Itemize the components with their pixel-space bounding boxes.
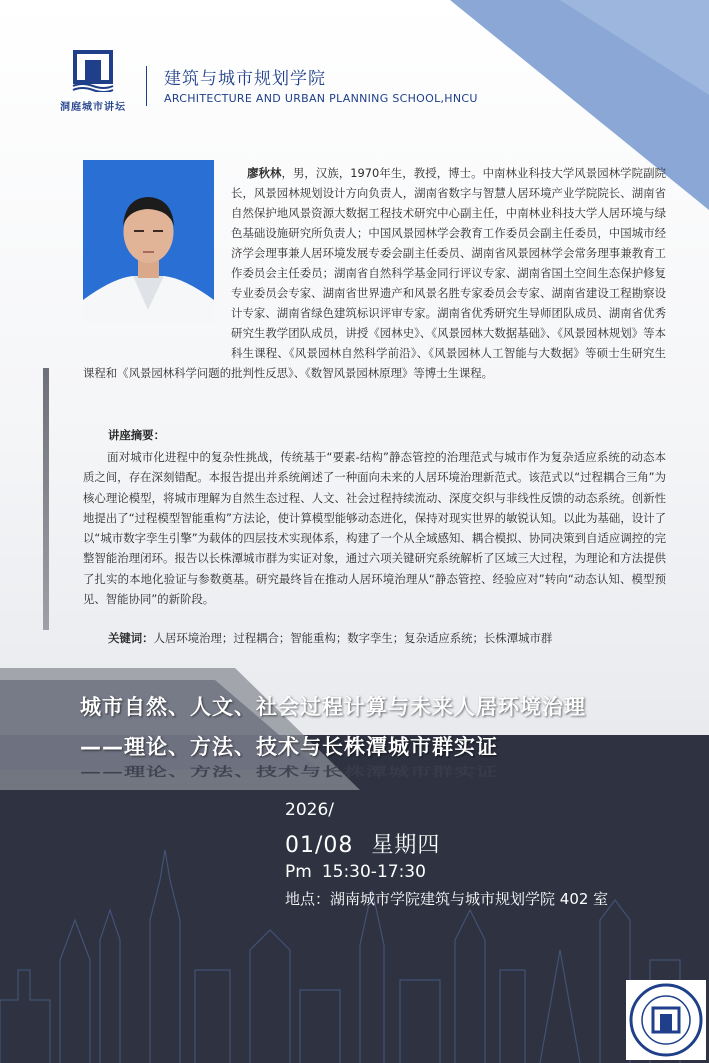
lecture-title-line1: 城市自然、人文、社会过程计算与未来人居环境治理 [80,695,586,719]
title-reflection: ——理论、方法、技术与长株潭城市群实证 [80,764,498,779]
photo-spacer [83,163,231,359]
abstract-heading: 讲座摘要： [108,428,165,442]
building-logo-icon [71,48,115,92]
keywords-text: 人居环境治理；过程耦合；智能重构；数字孪生；复杂适应系统；长株潭城市群 [153,631,553,645]
event-location: 地点：湖南城市学院建筑与城市规划学院 402 室 [285,890,609,908]
speaker-name: 廖秋林 [247,166,282,180]
header-divider [146,66,147,106]
event-date-value: 01/08 [285,833,354,858]
keywords [108,630,552,646]
event-weekday: 星期四 [371,833,441,858]
event-date [285,828,440,859]
lecture-title-line2: ——理论、方法、技术与长株潭城市群实证 [80,735,498,759]
event-year: 2026/ [285,800,334,820]
school-name-en: ARCHITECTURE AND URBAN PLANNING SCHOOL,HNCU [164,92,478,105]
event-time-range: 15:30-17:30 [321,862,426,882]
side-accent-bar [43,368,49,630]
speaker-bio-text: ，男，汉族，1970年生，教授，博士。中南林业科技大学风景园林学院副院长，风景园林规划设计方向负责人，湖南省数字与智慧人居环境产业学院院长、湖南省自然保护地风景资源大数据工程技术研究中心副主任，中南林业科技大学人居环境与绿色基础设施研究所负责人；中国风景园林学会教育工作委员会副主任委员，中国城市经济学会理事兼人居环境发展专委会副主任委员、湖南省风景园林学会常务理事兼教育工作委员会主任委员；湖南省自然科学基金同行评议专家、湖南省国土空间生态保护修复专业委员会专家、湖南省世界遗产和风景名胜专家委员会专家、湖南省建设工程勘察设计专家、湖南省绿色建筑标识评审专家。湖南省优秀研究生导师团队成员、湖南省优秀研究生教学团队成员，讲授《园林史》、《风景园林大数据基础》、《风景园林规划》等本科生课程、《风景园林自然科学前沿》、《风景园林人工智能与大数据》等硕士生研究生课程和《风景园林科学问题的批判性反思》、《数智风景园林原理》等博士生课程。 [83,166,666,380]
keywords-label: 关键词： [108,631,154,645]
abstract [83,447,666,609]
lecture-logo [58,48,128,113]
event-time [285,862,426,882]
school-name-cn: 建筑与城市规划学院 [164,69,326,89]
event-ampm: Pm [285,862,312,882]
speaker-bio [83,163,666,383]
abstract-text: 面对城市化进程中的复杂性挑战，传统基于“要素-结构”静态管控的治理范式与城市作为复杂适应系统的动态本质之间，存在深刻错配。本报告提出并系统阐述了一种面向未来的人居环境治理新范式。该范式以“过程耦合三角”为核心理论模型，将城市理解为自然生态过程、人文、社会过程持续流动、深度交织与非线性反馈的动态系统。创新性地提出了“过程模型智能重构”方法论，使计算模型能够动态进化，保持对现实世界的敏锐认知。以此为基础，设计了以“城市数字孪生引擎”为载体的四层技术实现体系，构建了一个从全域感知、耦合模拟、协同决策到自适应调控的完整智能治理闭环。报告以长株潭城市群为实证对象，通过六项关键研究系统解析了区域三大过程，为理论和方法提供了扎实的本地化验证与参数奠基。研究最终旨在推动人居环境治理从“静态管控、经验应对”转向“动态认知、模型预见、智能协同”的新阶段。 [83,450,666,607]
logo-caption: 洞庭城市讲坛 [60,102,126,113]
university-seal-icon [626,980,706,1060]
